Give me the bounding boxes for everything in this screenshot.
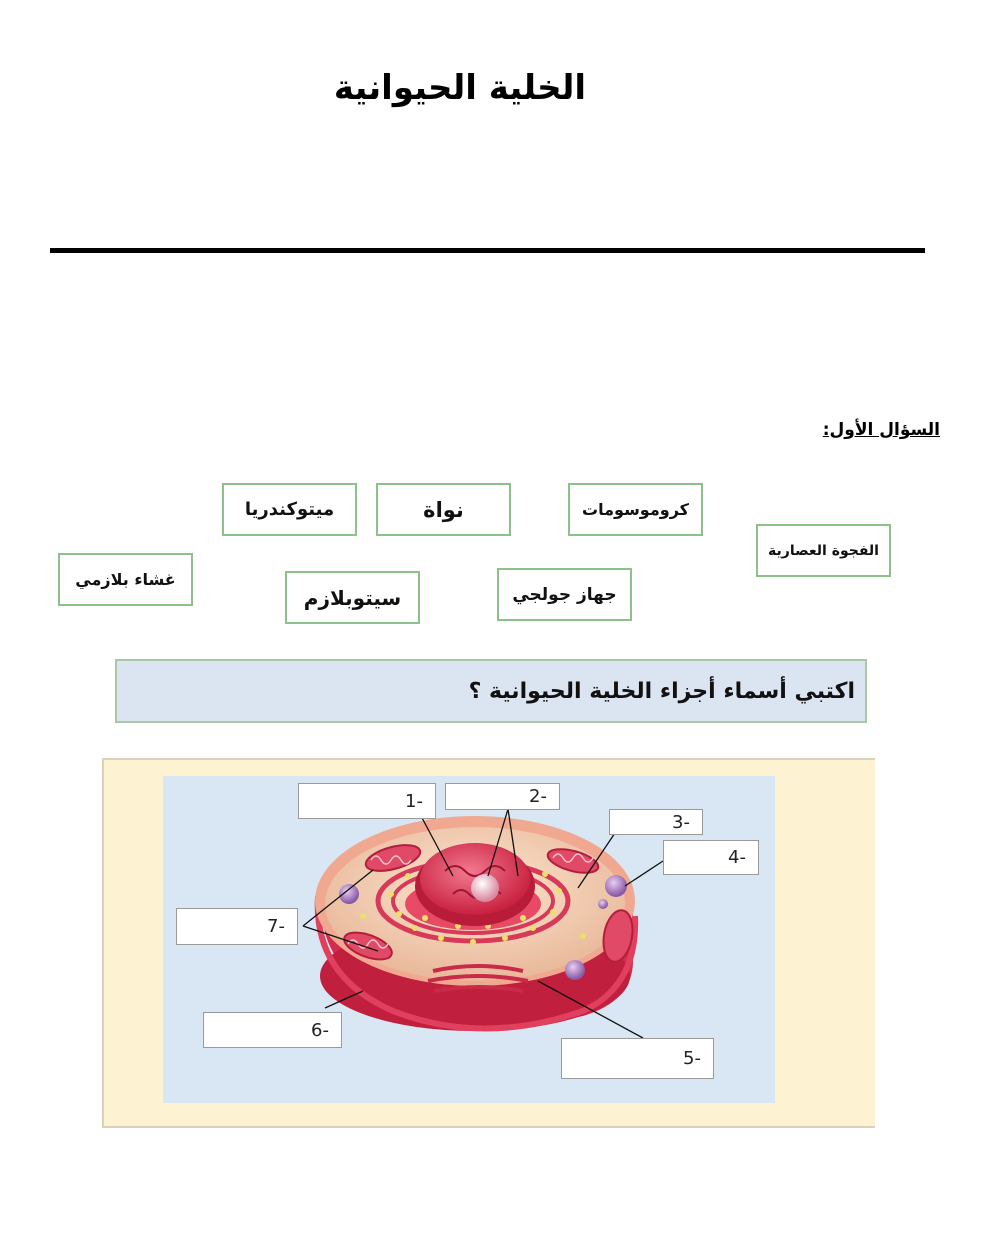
label-number-2: 2-	[529, 786, 547, 807]
label-box-6[interactable]	[203, 1012, 342, 1048]
label-number-4: 4-	[728, 847, 746, 868]
instruction-banner	[115, 659, 867, 723]
word-chromosomes[interactable]: كروموسومات	[568, 483, 703, 536]
instruction-text: اكتبي أسماء أجزاء الخلية الحيوانية ؟	[468, 678, 855, 704]
label-number-7: 7-	[267, 916, 285, 937]
label-box-4[interactable]	[663, 840, 759, 875]
label-box-2[interactable]	[445, 783, 560, 810]
word-plasma-membrane[interactable]: غشاء بلازمي	[58, 553, 193, 606]
question-heading: السؤال الأول:	[822, 420, 940, 440]
word-vacuole[interactable]: الفجوة العصارية	[756, 524, 891, 577]
label-number-5: 5-	[683, 1048, 701, 1069]
label-box-3[interactable]	[609, 809, 703, 835]
label-box-1[interactable]	[298, 783, 436, 819]
word-golgi[interactable]: جهاز جولجي	[497, 568, 632, 621]
label-box-5[interactable]	[561, 1038, 714, 1079]
word-nucleus[interactable]: نواة	[376, 483, 511, 536]
word-mitochondria[interactable]: ميتوكندريا	[222, 483, 357, 536]
page-title: الخلية الحيوانية	[333, 68, 587, 108]
label-number-1: 1-	[405, 790, 423, 812]
label-number-6: 6-	[311, 1019, 329, 1041]
word-cytoplasm[interactable]: سيتوبلازم	[285, 571, 420, 624]
label-box-7[interactable]	[176, 908, 298, 945]
label-number-3: 3-	[672, 811, 690, 833]
divider	[50, 248, 925, 253]
